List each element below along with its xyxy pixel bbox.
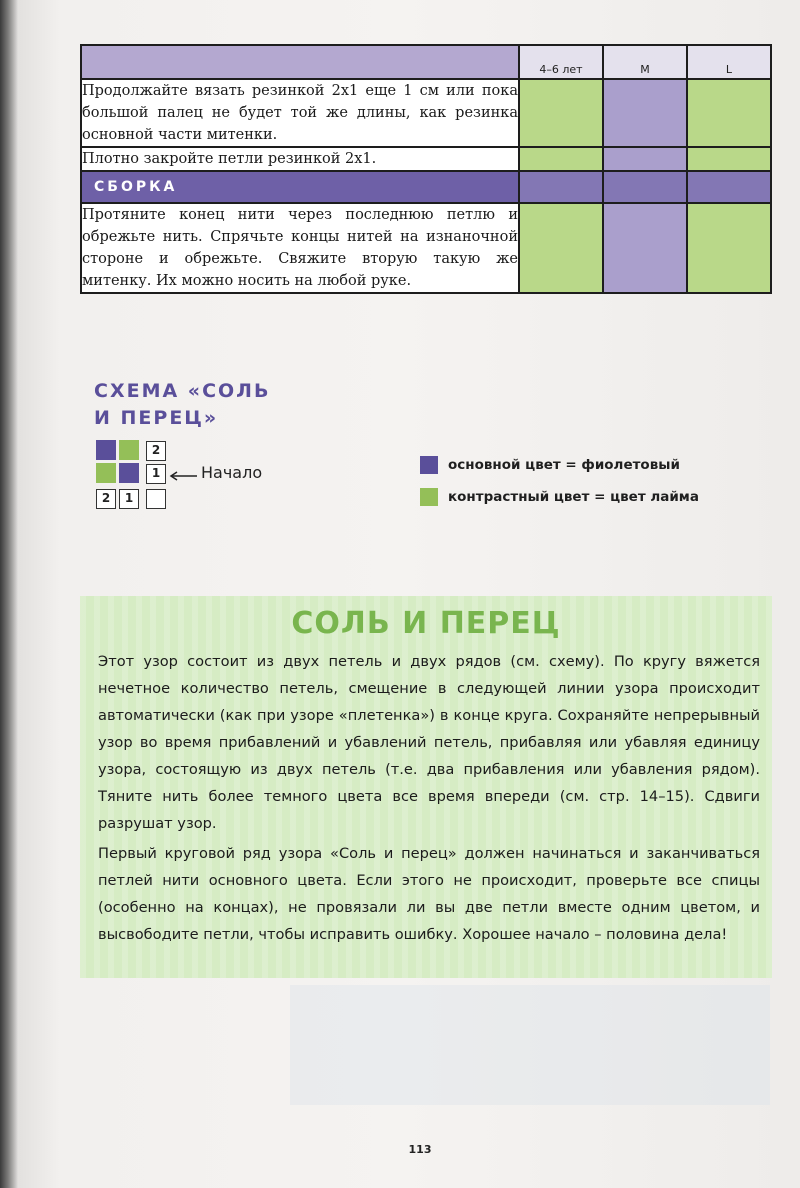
- legend-swatch-purple: [420, 456, 438, 474]
- instruction-text: Плотно закройте петли резинкой 2x1.: [81, 147, 519, 171]
- info-title: СОЛЬ И ПЕРЕЦ: [291, 606, 561, 641]
- section-header-row: [81, 171, 771, 203]
- size-cell: [687, 79, 771, 147]
- size-header-child: 4–6 лет: [519, 45, 603, 79]
- stitch-lime: [119, 440, 139, 460]
- section-cell: [519, 171, 603, 203]
- binding-shadow: [0, 0, 18, 1188]
- row-number: 2: [146, 441, 166, 461]
- size-cell: [603, 203, 687, 293]
- instruction-text: Протяните конец нити через последнюю петлю и обрежьте нить. Спрячьте концы нитей на изнаночной стороне и обрежьте. Свяжите вторую такую же митенку. Их можно носить на любой руке.: [81, 203, 519, 293]
- size-header-l: L: [687, 45, 771, 79]
- page-number: 113: [408, 1143, 432, 1156]
- size-cell: [519, 203, 603, 293]
- faint-bleed-through: [290, 985, 770, 1105]
- chart-title: [94, 378, 270, 432]
- size-cell: [603, 79, 687, 147]
- instruction-text: Продолжайте вязать резинкой 2x1 еще 1 см или пока большой палец не будет той же длины, как резинка основной части митенки.: [81, 79, 519, 147]
- chart-title-line2: И ПЕРЕЦ»: [94, 407, 219, 429]
- stitch-purple: [119, 463, 139, 483]
- info-box: [80, 596, 772, 978]
- table-header-row: [81, 45, 771, 79]
- legend-swatch-lime: [420, 488, 438, 506]
- table-row: [81, 203, 771, 293]
- table-row: [81, 147, 771, 171]
- size-cell: [603, 147, 687, 171]
- section-cell: [603, 171, 687, 203]
- stitch-lime: [96, 463, 116, 483]
- size-cell: [687, 203, 771, 293]
- info-paragraph: Первый круговой ряд узора «Соль и перец» должен начинаться и заканчиваться петлей нити основного цвета. Если этого не происходит, проверьте все спицы (особенно на концах), не провязали ли вы две петли вместе одним цветом, и высвободите петли, чтобы исправить ошибку. Хорошее начало – половина дела!: [98, 845, 760, 943]
- instruction-table: [80, 44, 772, 294]
- size-header-m: M: [603, 45, 687, 79]
- start-label: Начало: [201, 463, 263, 482]
- legend-label-main: основной цвет = фиолетовый: [448, 457, 680, 473]
- corner-cell: [146, 489, 166, 509]
- table-row: [81, 79, 771, 147]
- info-paragraph: Этот узор состоит из двух петель и двух рядов (см. схему). По кругу вяжется нечетное количество петель, смещение в следующей линии узора происходит автоматически (как при узоре «плетенка») в конце круга. Сохраняйте непрерывный узор во время прибавлений и убавлений петель, прибавляя или убавляя единицу узора, состоящую из двух петель (т.е. два прибавления или убавления рядом). Тяните нить более темного цвета все время впереди (см. стр. 14–15). Сдвиги разрушат узор.: [98, 653, 760, 832]
- size-cell: [519, 79, 603, 147]
- arrow-left-icon: [169, 471, 199, 481]
- size-cell: [519, 147, 603, 171]
- stitch-purple: [96, 440, 116, 460]
- chart-title-line1: СХЕМА «СОЛЬ: [94, 380, 271, 402]
- column-number: 1: [119, 489, 139, 509]
- section-title: СБОРКА: [81, 171, 519, 203]
- section-cell: [687, 171, 771, 203]
- legend-label-contrast: контрастный цвет = цвет лайма: [448, 489, 699, 505]
- row-number: 1: [146, 464, 166, 484]
- size-cell: [687, 147, 771, 171]
- header-blank-cell: [81, 45, 519, 79]
- column-number: 2: [96, 489, 116, 509]
